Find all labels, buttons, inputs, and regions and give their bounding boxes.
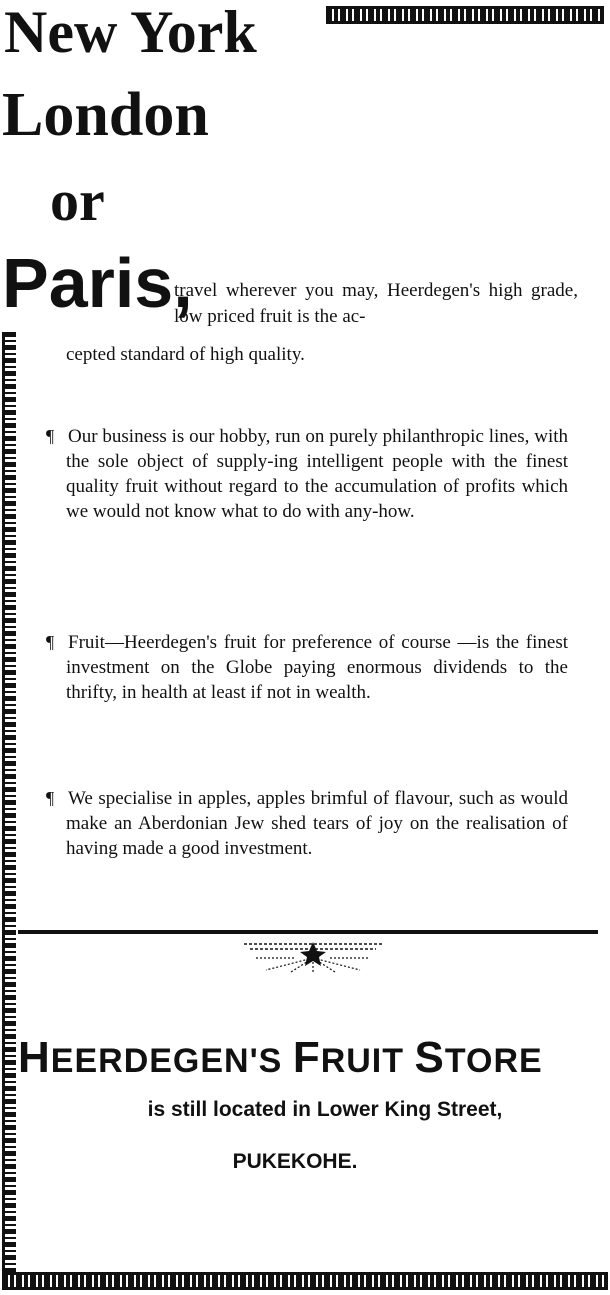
store-town: PUKEKOHE. xyxy=(232,1150,358,1173)
paragraph-text: We specialise in apples, apples brimful of flavour, such as would make an Aberdonian Jew shed tears of joy on the realisation of having made a good investment. xyxy=(66,788,568,859)
paragraph-apples xyxy=(46,786,568,861)
headline-or: or xyxy=(50,168,105,233)
intro-text-continued: cepted standard of high quality. xyxy=(66,344,305,365)
pilcrow-icon: ¶ xyxy=(46,788,55,808)
store-name-initial: F xyxy=(292,1033,321,1082)
intro-text: travel wherever you may, Heerdegen's high grade, low priced fruit is the ac- xyxy=(174,280,578,327)
headline-new-york: New York xyxy=(4,0,257,65)
store-name xyxy=(18,1033,610,1082)
star-burst-ornament-icon xyxy=(236,938,390,974)
paragraph-investment xyxy=(46,630,568,705)
paragraph-text: Fruit—Heerdegen's fruit for preference of course —is the finest investment on the Globe paying enormous dividends to the thrifty, in health at least if not in wealth. xyxy=(66,632,568,703)
paragraph-text: Our business is our hobby, run on purely philanthropic lines, with the sole object of supply-ing intelligent people with the finest quality fruit without regard to the accumulation of profits which we would not know what to do with any-how. xyxy=(66,426,568,522)
headline-paris: Paris, xyxy=(2,244,193,322)
store-name-part: TORE xyxy=(444,1042,543,1080)
horizontal-rule xyxy=(18,930,598,934)
bottom-ornamental-border xyxy=(2,1272,608,1290)
store-location: is still located in Lower King Street, xyxy=(147,1098,503,1121)
pilcrow-icon: ¶ xyxy=(46,426,55,446)
store-name-initial: H xyxy=(18,1033,51,1082)
left-ornamental-border xyxy=(2,332,16,1280)
store-name-part: EERDEGEN'S xyxy=(50,1042,293,1080)
store-name-initial: S xyxy=(414,1033,445,1082)
pilcrow-icon: ¶ xyxy=(46,632,55,652)
paragraph-hobby xyxy=(46,424,568,524)
headline-london: London xyxy=(2,81,209,149)
store-name-part: RUIT xyxy=(320,1042,415,1080)
top-ornamental-border xyxy=(326,6,604,24)
